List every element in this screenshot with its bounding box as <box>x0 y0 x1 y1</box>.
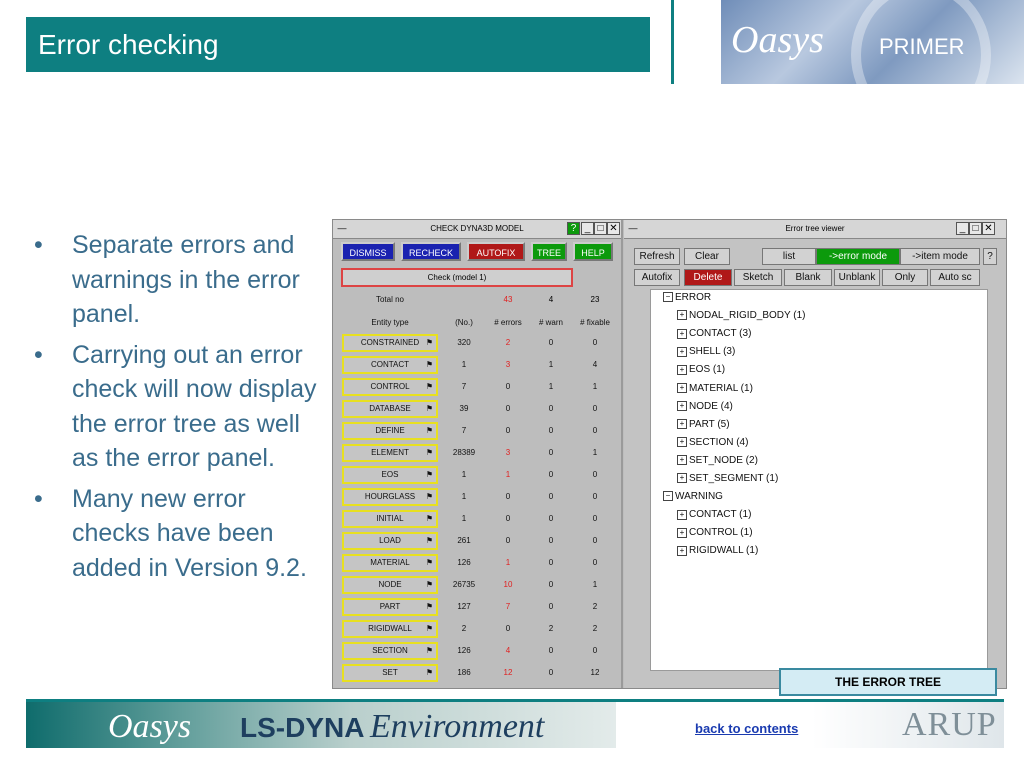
entity-label: LOAD <box>379 536 401 545</box>
entity-button[interactable] <box>342 620 438 638</box>
tree-panel-titlebar <box>624 220 1006 239</box>
cell-fixable: 0 <box>592 492 598 501</box>
tree-node-label: CONTROL (1) <box>689 527 753 539</box>
unblank-button[interactable]: Unblank <box>834 269 880 286</box>
tree-node-label: NODAL_RIGID_BODY (1) <box>689 310 806 322</box>
entity-button[interactable] <box>342 356 438 374</box>
cell-fixable: 12 <box>590 668 600 677</box>
cell-warn: 0 <box>548 514 554 523</box>
footer-lsdyna-text: LS-DYNA <box>240 712 365 743</box>
entity-label: CONTACT <box>370 360 410 369</box>
entity-label: ELEMENT <box>371 448 409 457</box>
flag-icon: ⚑ <box>425 338 433 347</box>
cell-fixable: 0 <box>592 646 598 655</box>
expand-icon[interactable]: + <box>677 401 687 411</box>
expand-icon[interactable]: + <box>677 473 687 483</box>
cell-warn: 0 <box>548 580 554 589</box>
tree-node-label: ERROR <box>675 292 712 303</box>
entity-label: PART <box>379 602 401 611</box>
autofix-button[interactable]: Autofix <box>634 269 680 286</box>
entity-label: EOS <box>381 470 399 479</box>
tree-node-label: MATERIAL (1) <box>689 382 753 394</box>
tree-node[interactable] <box>677 328 751 339</box>
cell-fixable: 2 <box>592 624 598 633</box>
tree-node-label: WARNING <box>675 491 723 503</box>
cell-warn: 1 <box>548 360 554 369</box>
entity-button[interactable] <box>342 642 438 660</box>
tree-node-label: CONTACT (3) <box>689 328 752 340</box>
collapse-icon[interactable]: − <box>663 491 673 501</box>
cell-warn: 2 <box>548 624 554 633</box>
expand-icon[interactable]: + <box>677 546 687 556</box>
cell-no: 7 <box>461 426 467 435</box>
flag-icon: ⚑ <box>425 470 433 479</box>
minimize-icon[interactable]: _ <box>581 222 594 235</box>
cell-no: 2 <box>461 624 467 633</box>
cell-warn: 0 <box>548 448 554 457</box>
tree-node[interactable] <box>677 346 735 357</box>
tree-group[interactable] <box>663 292 711 303</box>
cell-errors: 0 <box>505 536 511 545</box>
delete-button[interactable]: Delete <box>684 269 732 286</box>
flag-icon: ⚑ <box>425 404 433 413</box>
entity-button[interactable] <box>342 334 438 352</box>
expand-icon[interactable]: + <box>677 383 687 393</box>
help-button[interactable]: HELP <box>573 242 613 261</box>
cell-warn: 0 <box>548 536 554 545</box>
entity-label: DEFINE <box>375 426 405 435</box>
errors-header: # errors <box>494 318 522 327</box>
flag-icon: ⚑ <box>425 580 433 589</box>
collapse-icon[interactable]: − <box>663 292 673 302</box>
entity-button[interactable] <box>342 510 438 528</box>
clear-button[interactable]: Clear <box>684 248 730 265</box>
window-menu-icon[interactable]: — <box>337 223 347 233</box>
tree-node[interactable] <box>677 545 758 556</box>
cell-no: 1 <box>461 470 467 479</box>
bullet-text: Carrying out an error check will now display the error tree as well as the error panel. <box>72 340 317 472</box>
total-fixable: 23 <box>590 295 600 304</box>
help-icon[interactable]: ? <box>567 222 580 235</box>
expand-icon[interactable]: + <box>677 437 687 447</box>
tree-node-label: SHELL (3) <box>689 346 736 358</box>
check-panel-title: CHECK DYNA3D MODEL <box>430 224 524 233</box>
check-panel <box>333 220 623 688</box>
entity-label: INITIAL <box>376 514 404 523</box>
tree-group[interactable] <box>663 491 723 502</box>
cell-warn: 0 <box>548 470 554 479</box>
tree-button[interactable]: TREE <box>531 242 567 261</box>
entity-label: CONTROL <box>370 382 410 391</box>
entity-label: MATERIAL <box>370 558 410 567</box>
blank-button[interactable]: Blank <box>784 269 832 286</box>
tree-node[interactable] <box>677 383 753 394</box>
recheck-button[interactable]: RECHECK <box>401 242 461 261</box>
expand-icon[interactable]: + <box>677 419 687 429</box>
cell-no: 1 <box>461 360 467 369</box>
cell-errors: 1 <box>505 558 511 567</box>
logo-product: PRIMER <box>879 34 965 59</box>
sketch-button[interactable]: Sketch <box>734 269 782 286</box>
only-button[interactable]: Only <box>882 269 928 286</box>
flag-icon: ⚑ <box>425 360 433 369</box>
no-header: (No.) <box>455 318 473 327</box>
cell-fixable: 0 <box>592 558 598 567</box>
cell-errors: 0 <box>505 404 511 413</box>
flag-icon: ⚑ <box>425 426 433 435</box>
refresh-button[interactable]: Refresh <box>634 248 680 265</box>
cell-fixable: 1 <box>592 580 598 589</box>
close-icon[interactable]: ✕ <box>607 222 620 235</box>
flag-icon: ⚑ <box>425 602 433 611</box>
cell-no: 28389 <box>452 448 476 457</box>
cell-errors: 1 <box>505 470 511 479</box>
cell-fixable: 2 <box>592 602 598 611</box>
flag-icon: ⚑ <box>425 382 433 391</box>
entity-button[interactable] <box>342 664 438 682</box>
cell-errors: 0 <box>505 492 511 501</box>
error-tree <box>650 289 988 689</box>
tree-node-label: SECTION (4) <box>689 436 749 448</box>
cell-fixable: 1 <box>592 382 598 391</box>
cell-no: 126 <box>457 646 471 655</box>
arup-logo-text: ARUP <box>902 706 997 743</box>
warn-header: # warn <box>538 318 563 327</box>
cell-warn: 0 <box>548 646 554 655</box>
total-errors: 43 <box>503 295 513 304</box>
cell-errors: 0 <box>505 514 511 523</box>
cell-fixable: 0 <box>592 404 598 413</box>
window-menu-icon[interactable]: — <box>628 223 638 233</box>
tree-node[interactable] <box>677 455 758 466</box>
tree-caption: THE ERROR TREE <box>779 668 997 696</box>
minimize-icon[interactable]: _ <box>956 222 969 235</box>
entity-button[interactable] <box>342 378 438 396</box>
total-label: Total no <box>375 295 405 304</box>
cell-fixable: 0 <box>592 338 598 347</box>
bullet-text: Separate errors and warnings in the error panel. <box>72 231 300 328</box>
entity-button[interactable] <box>342 576 438 594</box>
cell-fixable: 0 <box>592 470 598 479</box>
tree-node-label: CONTACT (1) <box>689 509 752 521</box>
cell-errors: 10 <box>503 580 513 589</box>
cell-errors: 2 <box>505 338 511 347</box>
tree-node[interactable] <box>677 437 748 448</box>
autofix-button[interactable]: AUTOFIX <box>467 242 525 261</box>
bullet-list <box>28 228 328 591</box>
list-button[interactable]: list <box>762 248 816 265</box>
tree-node-label: PART (5) <box>689 418 730 430</box>
tree-node[interactable] <box>677 473 778 484</box>
entity-button[interactable] <box>342 444 438 462</box>
cell-fixable: 0 <box>592 426 598 435</box>
cell-no: 320 <box>457 338 471 347</box>
cell-no: 1 <box>461 492 467 501</box>
cell-errors: 0 <box>505 426 511 435</box>
cell-warn: 0 <box>548 602 554 611</box>
entity-button[interactable] <box>342 422 438 440</box>
expand-icon[interactable]: + <box>677 455 687 465</box>
cell-warn: 0 <box>548 492 554 501</box>
slide-title: Error checking <box>38 29 219 60</box>
entity-button[interactable] <box>342 488 438 506</box>
cell-errors: 4 <box>505 646 511 655</box>
cell-no: 1 <box>461 514 467 523</box>
entity-button[interactable] <box>342 554 438 572</box>
tree-panel-title: Error tree viewer <box>785 224 845 233</box>
cell-warn: 1 <box>548 382 554 391</box>
title-bar <box>26 17 650 72</box>
cell-fixable: 0 <box>592 536 598 545</box>
cell-fixable: 4 <box>592 360 598 369</box>
expand-icon[interactable]: + <box>677 310 687 320</box>
entity-label: DATABASE <box>369 404 411 413</box>
cell-warn: 0 <box>548 404 554 413</box>
bullet-item: • Separate errors and warnings in the error panel. <box>34 231 300 328</box>
flag-icon: ⚑ <box>425 646 433 655</box>
tree-node-label: RIGIDWALL (1) <box>689 545 759 557</box>
cell-errors: 0 <box>505 624 511 633</box>
cell-warn: 0 <box>548 426 554 435</box>
flag-icon: ⚑ <box>425 668 433 677</box>
entity-button[interactable] <box>342 532 438 550</box>
cell-fixable: 1 <box>592 448 598 457</box>
expand-icon[interactable]: + <box>677 528 687 538</box>
check-model-label: Check (model 1) <box>341 268 573 287</box>
check-panel-titlebar <box>333 220 621 239</box>
maximize-icon[interactable]: □ <box>969 222 982 235</box>
cell-no: 126 <box>457 558 471 567</box>
cell-errors: 0 <box>505 382 511 391</box>
cell-no: 7 <box>461 382 467 391</box>
primer-logo <box>721 0 1024 84</box>
cell-warn: 0 <box>548 668 554 677</box>
cell-errors: 3 <box>505 448 511 457</box>
cell-errors: 7 <box>505 602 511 611</box>
expand-icon[interactable]: + <box>677 347 687 357</box>
back-to-contents-link[interactable]: back to contents <box>695 721 799 736</box>
bullet-item: • Carrying out an error check will now display the error tree as well as the error panel. <box>34 340 317 472</box>
footer-banner <box>26 702 616 748</box>
bullet-item: • Many new error checks have been added in Version 9.2. <box>34 484 307 582</box>
cell-warn: 0 <box>548 558 554 567</box>
flag-icon: ⚑ <box>425 514 433 523</box>
bullet-text: Many new error checks have been added in Version 9.2. <box>72 484 307 582</box>
entity-label: SET <box>382 668 398 677</box>
tree-node-label: SET_NODE (2) <box>689 454 758 466</box>
flag-icon: ⚑ <box>425 492 433 501</box>
tree-node[interactable] <box>677 419 730 430</box>
entity-button[interactable] <box>342 466 438 484</box>
arup-logo <box>812 702 1004 748</box>
flag-icon: ⚑ <box>425 536 433 545</box>
expand-icon[interactable]: + <box>677 329 687 339</box>
expand-icon[interactable]: + <box>677 365 687 375</box>
footer-environment-text: Environment <box>370 708 545 745</box>
tree-node[interactable] <box>677 509 751 520</box>
entity-label: SECTION <box>372 646 408 655</box>
tree-node-label: NODE (4) <box>689 400 733 412</box>
footer-oasys-logo: Oasys <box>108 708 192 745</box>
cell-no: 261 <box>457 536 471 545</box>
fixable-header: # fixable <box>580 318 610 327</box>
expand-icon[interactable]: + <box>677 510 687 520</box>
tree-node-label: EOS (1) <box>689 364 726 376</box>
auto-scale-button[interactable]: Auto sc <box>930 269 980 286</box>
cell-fixable: 0 <box>592 514 598 523</box>
cell-errors: 12 <box>503 668 513 677</box>
tree-node[interactable] <box>677 401 733 412</box>
flag-icon: ⚑ <box>425 624 433 633</box>
cell-errors: 3 <box>505 360 511 369</box>
entity-type-header: Entity type <box>371 318 409 327</box>
error-mode-button[interactable]: ->error mode <box>816 248 900 265</box>
error-tree-viewer <box>624 220 1006 688</box>
tree-node-label: SET_SEGMENT (1) <box>689 473 779 484</box>
entity-label: CONSTRAINED <box>360 338 420 347</box>
help-icon[interactable]: ? <box>983 248 997 265</box>
item-mode-button[interactable]: ->item mode <box>900 248 980 265</box>
flag-icon: ⚑ <box>425 448 433 457</box>
cell-no: 186 <box>457 668 471 677</box>
cell-no: 26735 <box>452 580 476 589</box>
primer-screenshot <box>332 219 1007 689</box>
cell-no: 39 <box>459 404 469 413</box>
entity-button[interactable] <box>342 598 438 616</box>
header-divider <box>671 0 674 84</box>
logo-brand: Oasys <box>731 19 824 61</box>
cell-no: 127 <box>457 602 471 611</box>
cell-warn: 0 <box>548 338 554 347</box>
tree-node[interactable] <box>677 527 753 538</box>
tree-node[interactable] <box>677 310 806 321</box>
close-icon[interactable]: ✕ <box>982 222 995 235</box>
dismiss-button[interactable]: DISMISS <box>341 242 395 261</box>
flag-icon: ⚑ <box>425 558 433 567</box>
entity-button[interactable] <box>342 400 438 418</box>
entity-label: RIGIDWALL <box>368 624 412 633</box>
maximize-icon[interactable]: □ <box>594 222 607 235</box>
tree-node[interactable] <box>677 364 725 375</box>
entity-label: HOURGLASS <box>364 492 416 501</box>
entity-label: NODE <box>378 580 402 589</box>
total-warn: 4 <box>548 295 554 304</box>
